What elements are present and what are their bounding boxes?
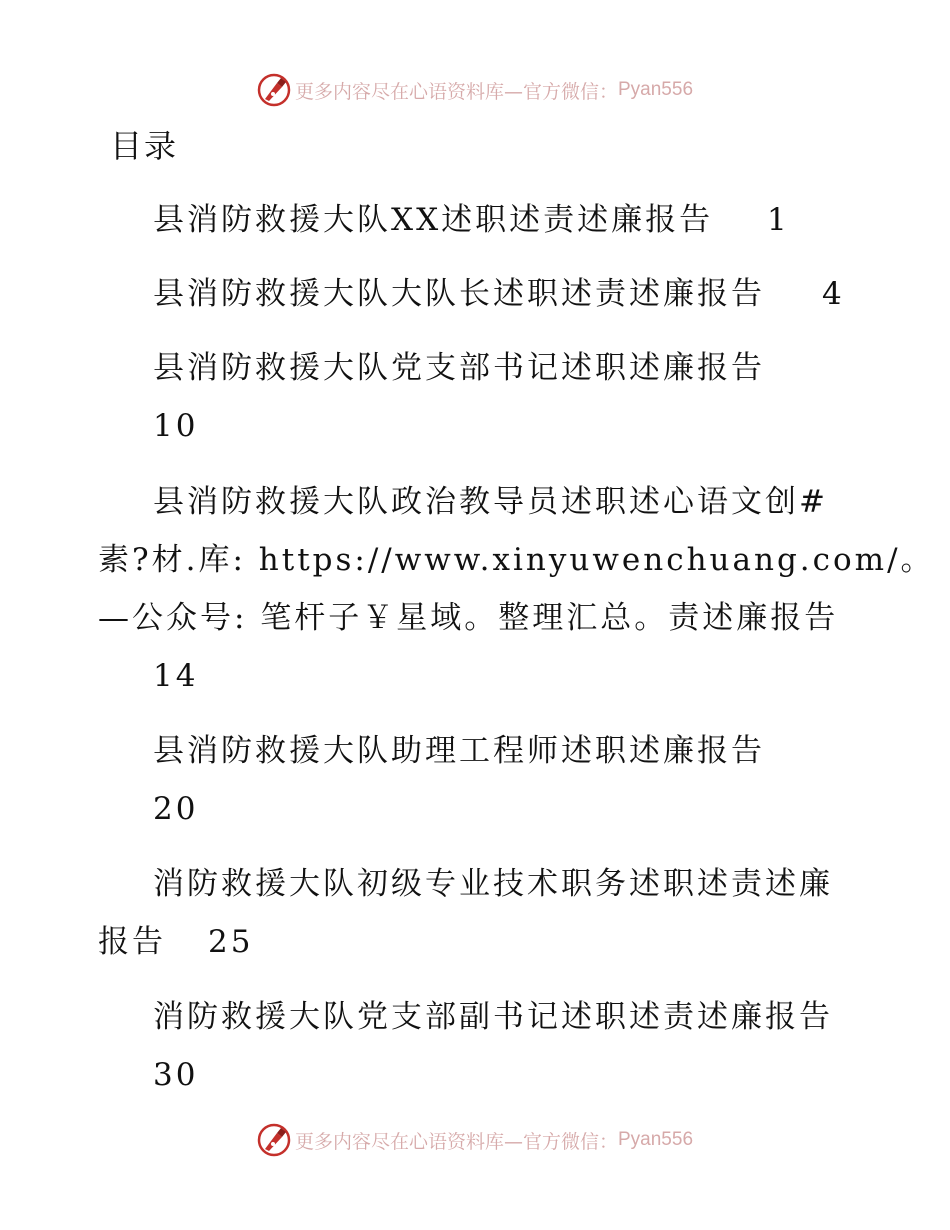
pen-logo-icon	[257, 73, 291, 107]
banner-text: 更多内容尽在心语资料库—官方微信：	[294, 80, 618, 103]
toc-entry-3-page: 10	[153, 408, 199, 444]
toc-entry-1-page: 1	[767, 202, 790, 238]
toc-entry-5-page: 20	[153, 791, 199, 827]
toc-entry-6-page: 25	[208, 924, 254, 960]
toc-entry-4-title-line-1: 县消防救援大队政治教导员述职述心语文创#	[153, 484, 828, 520]
footer-watermark-banner	[0, 1120, 950, 1160]
toc-entry-3-title: 县消防救援大队党支部书记述职述廉报告	[153, 350, 765, 386]
banner-wechat-id: Pyan556	[618, 79, 694, 100]
toc-entry-4-page: 14	[153, 658, 199, 694]
toc-entry-5-title: 县消防救援大队助理工程师述职述廉报告	[153, 733, 765, 769]
toc-entry-1-title: 县消防救援大队XX述职述责述廉报告	[153, 202, 714, 238]
toc-entry-7-title: 消防救援大队党支部副书记述职述责述廉报告	[153, 999, 833, 1035]
toc-heading: 目录	[110, 127, 179, 165]
toc-entry-4-title-line-2: 素?材.库: https://www.xinyuwenchuang.com/。	[98, 542, 935, 578]
pen-logo-icon	[257, 1123, 291, 1157]
banner-wechat-id: Pyan556	[618, 1129, 694, 1150]
toc-entry-7-page: 30	[153, 1057, 199, 1093]
toc-entry-2-title: 县消防救援大队大队长述职述责述廉报告	[153, 276, 765, 312]
toc-entry-6-title-line-2: 报告	[98, 924, 166, 960]
banner-text: 更多内容尽在心语资料库—官方微信：	[294, 1130, 618, 1153]
toc-entry-6-title-line-1: 消防救援大队初级专业技术职务述职述责述廉	[153, 866, 833, 902]
header-watermark-banner	[0, 70, 950, 110]
toc-entry-2-page: 4	[822, 276, 845, 312]
toc-entry-4-title-line-3: —公众号: 笔杆子￥星域。整理汇总。责述廉报告	[98, 600, 839, 636]
